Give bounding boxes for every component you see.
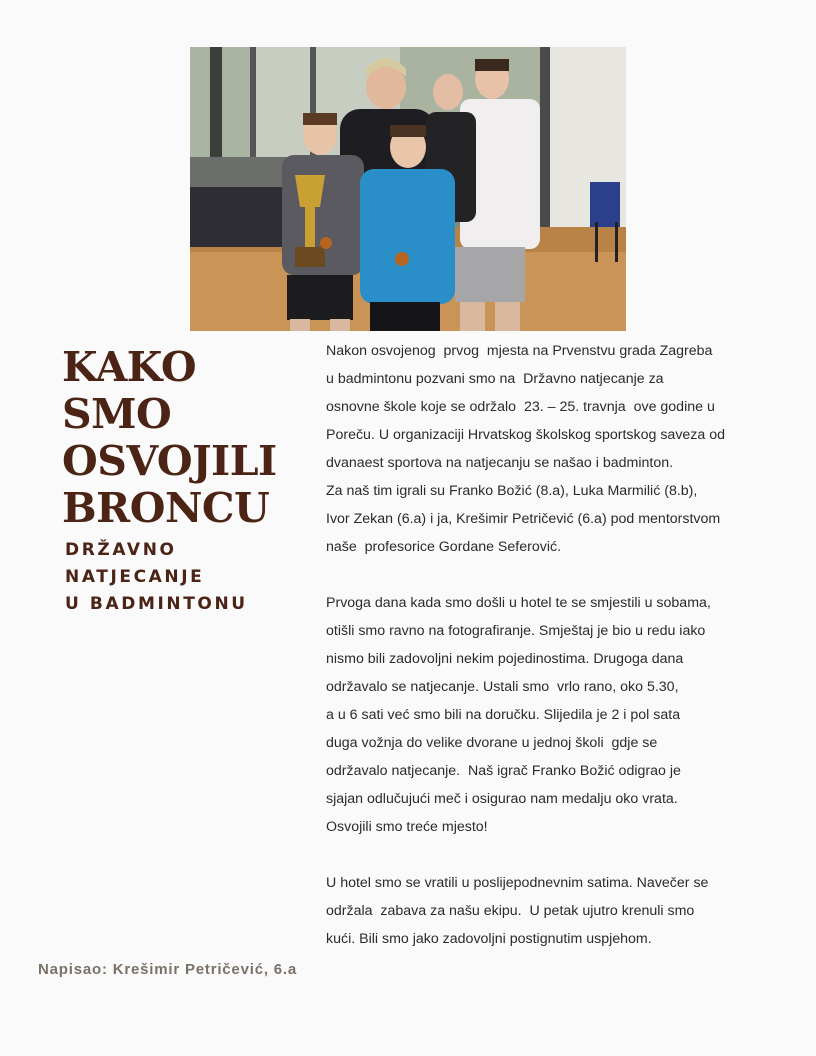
text-line: održala zabava za našu ekipu. U petak ujutro krenuli smo (326, 903, 695, 919)
text-line: Osvojili smo treće mjesto! (326, 819, 488, 835)
text-line: Prvoga dana kada smo došli u hotel te se smjestili u sobama, (326, 595, 711, 611)
title-line: BRONCU (62, 484, 270, 532)
title-line: KAKO SMO (62, 343, 197, 438)
paragraph (326, 589, 756, 841)
author-credit: Napisao: Krešimir Petričević, 6.a (38, 961, 298, 978)
article-subtitle (65, 537, 295, 618)
text-line: nismo bili zadovoljni nekim pojedinostima. Drugoga dana (326, 651, 684, 667)
text-line: u badmintonu pozvani smo na Državno natjecanje za (326, 371, 664, 387)
text-line: dvanaest sportova na natjecanju se našao i badminton. (326, 455, 674, 471)
article-title (62, 344, 312, 532)
text-line: kući. Bili smo jako zadovoljni postignutim uspjehom. (326, 931, 652, 947)
text-line: održavalo se natjecanje. Ustali smo vrlo rano, oko 5.30, (326, 679, 679, 695)
text-line: sjajan odlučujući meč i osigurao nam medalju oko vrata. (326, 791, 678, 807)
article-body (326, 337, 756, 981)
text-line: naše profesorice Gordane Seferović. (326, 539, 562, 555)
text-line: otišli smo ravno na fotografiranje. Smještaj je bio u redu iako (326, 623, 706, 639)
text-line: osnovne škole koje se održalo 23. – 25. travnja ove godine u (326, 399, 715, 415)
text-line: Poreču. U organizaciji Hrvatskog školskog sportskog saveza od (326, 427, 726, 443)
text-line: Za naš tim igrali su Franko Božić (8.a), Luka Marmilić (8.b), (326, 483, 698, 499)
text-line: Ivor Zekan (6.a) i ja, Krešimir Petričević (6.a) pod mentorstvom (326, 511, 721, 527)
paragraph (326, 337, 756, 561)
text-line: a u 6 sati već smo bili na doručku. Slijedila je 2 i pol sata (326, 707, 681, 723)
subtitle-line: U BADMINTONU (65, 594, 248, 614)
text-line: duga vožnja do velike dvorane u jednoj školi gdje se (326, 735, 658, 751)
text-line: U hotel smo se vratili u poslijepodnevnim satima. Navečer se (326, 875, 709, 891)
text-line: Nakon osvojenog prvog mjesta na Prvenstvu grada Zagreba (326, 343, 713, 359)
title-line: OSVOJILI (62, 437, 277, 485)
subtitle-line: DRŽAVNO (65, 540, 177, 560)
paragraph (326, 869, 756, 953)
text-line: održavalo natjecanje. Naš igrač Franko Božić odigrao je (326, 763, 681, 779)
subtitle-line: NATJECANJE (65, 567, 205, 587)
team-photo (190, 47, 626, 331)
team-photo-illustration (190, 47, 626, 331)
